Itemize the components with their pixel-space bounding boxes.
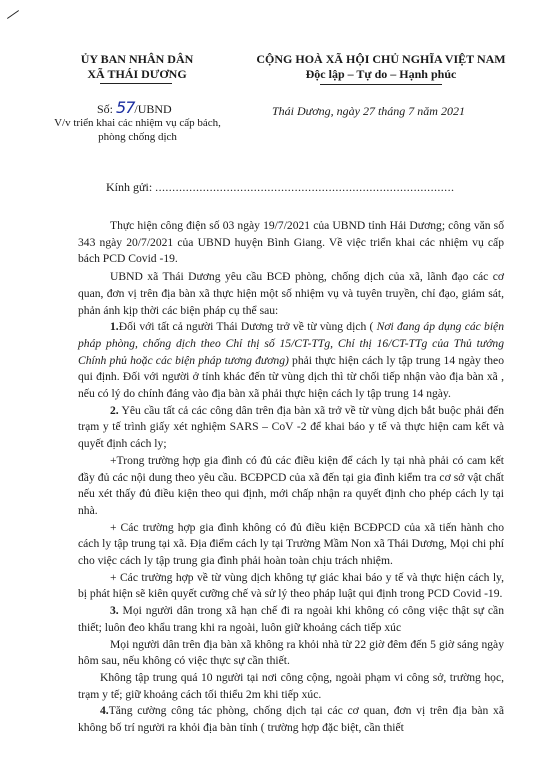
item-4-text: Tăng cường công tác phòng, chống dịch tại các cơ quan, đơn vị trên địa bàn xã không bố trí người ra khỏi địa bàn tỉnh ( trường hợp đặc biệt, cần thiết	[78, 704, 504, 735]
item-4-number: 4.	[100, 704, 109, 718]
issuer-line2: XÃ THÁI DƯƠNG	[87, 67, 187, 81]
paragraph-item-4	[78, 703, 504, 736]
recipient-dots: ........................................................................................	[155, 180, 455, 194]
recipient-line	[106, 180, 454, 195]
paragraph-gathering: Không tập trung quá 10 người tại nơi công cộng, ngoài phạm vi công sở, trường học, trạm y tế; giữ khoảng cách tối thiểu 2m khi tiếp xúc.	[78, 670, 504, 701]
paragraph-enforcement: + Các trường hợp về từ vùng dịch không tự giác khai báo y tế và thực hiện cách ly, bị phát hiện sẽ kiên quyết cưỡng chế và sử lý theo pháp luật qui định trong PCD Covid -19.	[78, 570, 504, 601]
issuer-line1: ỦY BAN NHÂN DÂN	[80, 52, 194, 66]
item-2-number: 2.	[110, 403, 119, 417]
subject-block	[50, 116, 225, 144]
national-block	[236, 52, 526, 82]
document-number	[97, 100, 172, 117]
number-prefix: Số:	[97, 102, 114, 116]
paragraph-central-isolation: + Các trường hợp gia đình không có đủ điều kiện BCĐPCD của xã tiến hành cho cách ly tập trung tại xã. Địa điểm cách ly tại Trường Mầm Non xã Thái Dương, Mọi chi phí cho việc cách ly tập trung gia đình phải hoàn toàn chịu trách nhiệm.	[78, 520, 504, 568]
paragraph-curfew: Mọi người dân trên địa bàn xã không ra khỏi nhà từ 22 giờ đêm đến 5 giờ sáng ngày hôm sau, nếu không có việc thực sự cần thiết.	[78, 637, 504, 668]
item-1-number: 1.	[110, 320, 119, 334]
issuer-underline	[100, 83, 172, 84]
subject-line1: V/v triển khai các nhiệm vụ cấp bách,	[54, 117, 221, 129]
motto-underline	[320, 84, 442, 85]
item-3-number: 3.	[110, 604, 119, 618]
subject-line2: phòng chống dịch	[98, 131, 177, 143]
item-1-text-a: Đối với tất cả người Thái Dương trở về từ vùng dịch (	[118, 320, 377, 334]
number-suffix: /UBND	[134, 102, 172, 116]
item-1-text-italic: Nơi đang áp dụng các biện pháp phòng, chống dịch theo Chỉ thị số 15/CT-TTg, Chỉ thị 16/CT-TTg của Thủ tướng Chính phủ hoặc các biện pháp tương đương)	[78, 320, 504, 367]
paragraph-item-2	[78, 403, 504, 453]
paragraph-item-1	[78, 319, 504, 403]
item-1-text-b: phải thực hiện cách ly tập trung 14 ngày theo qui định. Đối với người ở tỉnh khác đến từ vùng dịch thì từ chối tiếp nhận vào địa bàn xã , nếu có lý do chính đáng vào địa bàn xã phải thực hiện cách ly tập trung 14 ngày.	[78, 353, 504, 401]
national-title: CỘNG HOÀ XÃ HỘI CHỦ NGHĨA VIỆT NAM	[256, 52, 506, 66]
place-date: Thái Dương, ngày 27 tháng 7 năm 2021	[272, 104, 465, 118]
handwritten-number: 57	[116, 98, 135, 117]
scan-mark	[7, 10, 19, 19]
national-motto: Độc lập – Tự do – Hạnh phúc	[305, 67, 457, 81]
item-2-text: Yêu cầu tất cả các công dân trên địa bàn xã trở về từ vùng dịch bắt buộc phải đến trạm y tế trình giấy xét nghiệm SARS – CoV -2 để khai báo y tế và thực hiện cam kết và quyết định cách ly;	[78, 403, 504, 451]
item-3-text: Mọi người dân trong xã hạn chế đi ra ngoài khi không có công việc thật sự cần thiết; luôn đeo khẩu trang khi ra ngoài, luôn giữ khoảng cách tiếp xúc	[78, 604, 504, 634]
paragraph-item-3	[78, 603, 504, 636]
paragraph-basis: Thực hiện công điện số 03 ngày 19/7/2021 của UBND tỉnh Hải Dương; công văn số 343 ngày 20/7/2021 của UBND huyện Bình Giang. Về việc triển khai các nhiệm vụ cấp bách PCD Covid -19.	[78, 219, 504, 266]
document-body	[78, 218, 504, 737]
paragraph-request: UBND xã Thái Dương yêu cầu BCĐ phòng, chống dịch của xã, lãnh đạo các cơ quan, đơn vị trên địa bàn xã thực hiện một số nhiệm vụ và tuyên truyền, chỉ đạo, giám sát, phản ánh kịp thời các biện pháp cụ thể sau:	[78, 270, 504, 317]
greeting-label: Kính gửi:	[106, 180, 153, 194]
paragraph-home-isolation: +Trong trường hợp gia đình có đủ các điều kiện để cách ly tại nhà phải có cam kết đầy đủ các nội dung theo yêu cầu. BCĐPCD của xã đến tại gia đình kiểm tra cơ sở vật chất nếu xét thấy đủ điều kiện theo qui định, mới chấp nhận ra quyết định cho phép cách ly tại nhà.	[78, 453, 504, 517]
issuer-block	[62, 52, 212, 82]
